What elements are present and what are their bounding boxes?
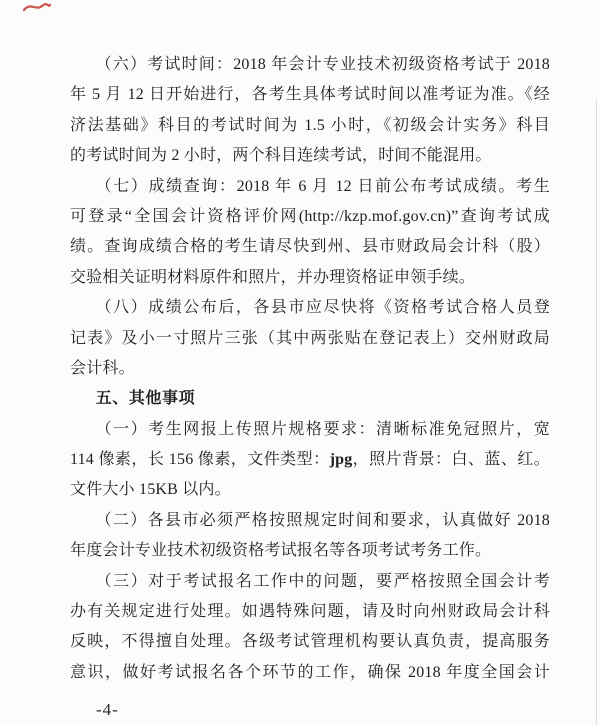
- text-line: [70, 354, 550, 384]
- text-run: 114 像素，长 156 像素，文件类型：: [70, 451, 330, 469]
- text-line: [70, 232, 550, 262]
- text-line: [70, 202, 550, 232]
- page-number: -4-: [96, 700, 119, 719]
- text-run: 可登录“全国会计资格评价网(http://kzp.mof.gov.cn)”查询考试成: [70, 207, 550, 225]
- text-line: [70, 506, 550, 536]
- document-lines: [70, 50, 550, 688]
- text-run: 文件大小 15KB 以内。: [70, 481, 231, 499]
- text-run: 的考试时间为 2 小时，两个科目连续考试，时间不能混用。: [70, 147, 492, 165]
- text-line: [70, 263, 550, 293]
- text-line: [70, 172, 550, 202]
- text-run: 办有关规定进行处理。如遇特殊问题，请及时向州财政局会计科: [70, 603, 550, 621]
- text-run: （二）各县市必须严格按照规定时间和要求，认真做好 2018: [95, 511, 550, 529]
- text-run: （八）成绩公布后，各县市应尽快将《资格考试合格人员登: [95, 299, 550, 317]
- text-line: [70, 658, 550, 688]
- text-run: 年 5 月 12 日开始进行，各考生具体考试时间以准考证为准。《经: [70, 86, 550, 104]
- text-run: （七）成绩查询：2018 年 6 月 12 日前公布考试成绩。考生: [95, 177, 550, 195]
- text-run: 济法基础》科目的考试时间为 1.5 小时，《初级会计实务》科目: [70, 116, 550, 134]
- text-run: 反映，不得擅自处理。各级考试管理机构要认真负责，提高服务: [70, 633, 550, 651]
- text-run: ，照片背景：白、蓝、红。: [352, 451, 551, 469]
- text-run: 会计科。: [70, 359, 135, 377]
- text-line: [70, 80, 550, 110]
- text-line: [70, 597, 550, 627]
- text-line: [70, 415, 550, 445]
- text-run: （一）考生网报上传照片规格要求：清晰标准免冠照片，宽: [95, 420, 550, 438]
- text-run: 绩。查询成绩合格的考生请尽快到州、县市财政局会计科（股）: [70, 238, 550, 256]
- text-line: [70, 141, 550, 171]
- text-line: [70, 536, 550, 566]
- text-run: （六）考试时间：2018 年会计专业技术初级资格考试于 2018: [95, 56, 550, 73]
- scan-edge-line: [596, 100, 597, 725]
- text-line: [70, 567, 550, 597]
- text-line: [70, 445, 550, 475]
- text-line: [70, 324, 550, 354]
- text-line: [70, 50, 550, 80]
- text-run: （三）对于考试报名工作中的问题，要严格按照全国会计考: [95, 572, 550, 590]
- text-run: 意识，做好考试报名各个环节的工作，确保 2018 年度全国会计: [70, 663, 550, 681]
- text-run: jpg: [329, 451, 353, 469]
- text-line: [70, 475, 550, 505]
- text-run: 年度会计专业技术初级资格考试报名等各项考试考务工作。: [70, 542, 492, 560]
- text-line: [70, 627, 550, 657]
- section-heading: [70, 384, 550, 414]
- text-run: 记表》及小一寸照片三张（其中两张贴在登记表上）交州财政局: [70, 329, 550, 347]
- red-pen-mark: [22, 1, 52, 15]
- text-line: [70, 111, 550, 141]
- text-run: 五、其他事项: [95, 390, 196, 408]
- text-run: 交验相关证明材料原件和照片，并办理资格证申领手续。: [70, 268, 476, 286]
- text-line: [70, 293, 550, 323]
